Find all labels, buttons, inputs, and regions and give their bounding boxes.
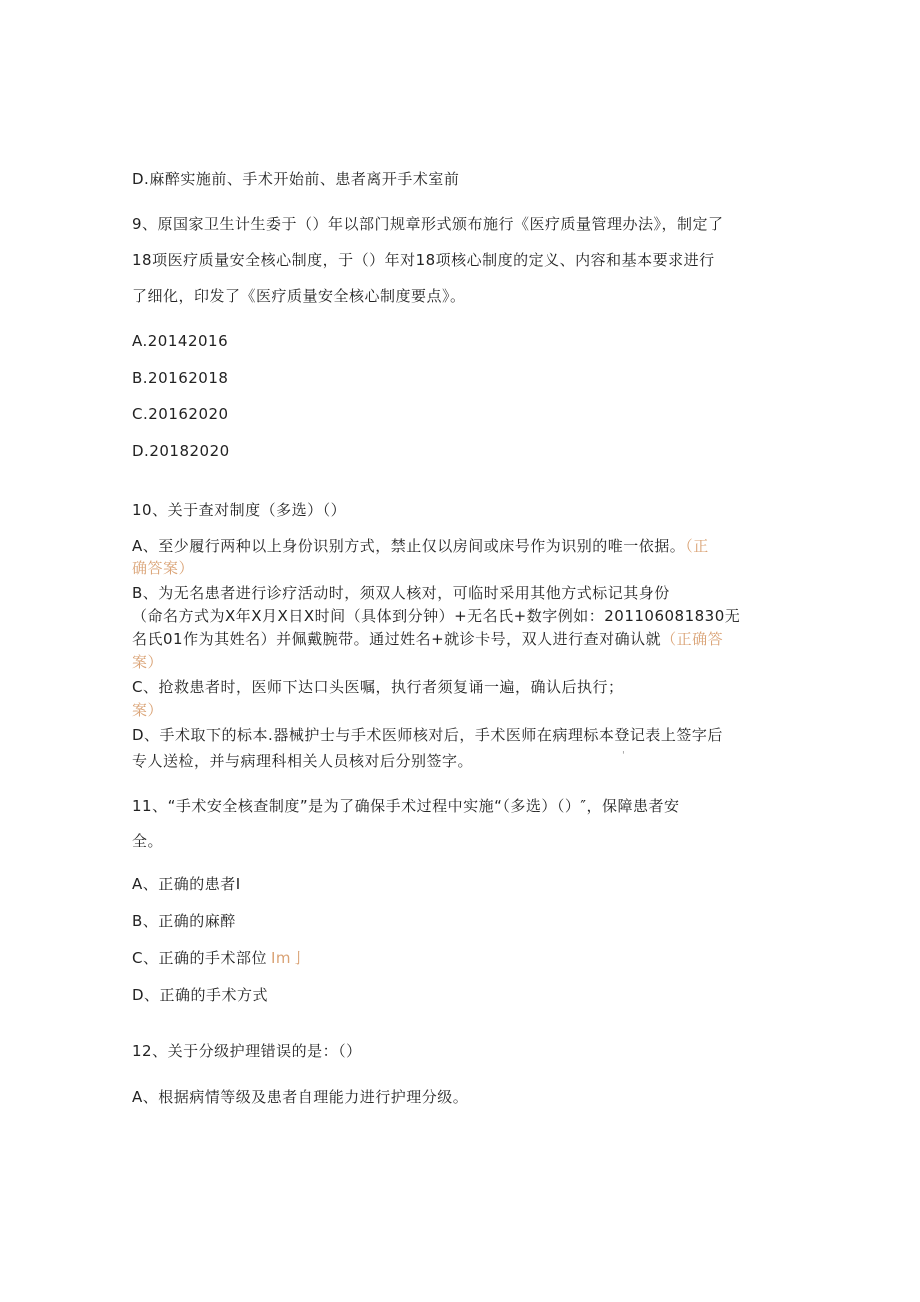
q10-option-b-text: 名氏01作为其姓名）并佩戴腕带。通过姓名+就诊卡号，双人进行查对确认就 (132, 630, 662, 648)
stray-mark: ' (622, 750, 625, 761)
q11-option-b: B、正确的麻醉 (132, 912, 236, 930)
q9-option-a: A.20142016 (132, 332, 229, 350)
q11-option-d: D、正确的手术方式 (132, 986, 269, 1004)
q10-option-a-text: A、至少履行两种以上身份识别方式，禁止仅以房间或床号作为识别的唯一依据。 (132, 537, 686, 555)
q10-option-b-answer-part1: （正确答 (661, 630, 724, 648)
q10-option-b-answer-part2: 案） (132, 653, 164, 671)
q11-option-a: A、正确的患者I (132, 875, 241, 893)
q10-option-b-line1: B、为无名患者进行诊疗活动时，须双人核对，可临时采用其他方式标记其身份 (132, 584, 670, 602)
q11-option-c-mark: Im亅 (270, 949, 307, 967)
q9-stem-line1: 9、原国家卫生计生委于（）年以部门规章形式颁布施行《医疗质量管理办法》，制定了 (132, 215, 724, 233)
q12-stem: 12、关于分级护理错误的是：（） (132, 1042, 362, 1060)
q11-stem-line2: 全。 (132, 832, 164, 850)
q10-option-c-answer-part2: 案） (132, 701, 164, 719)
q10-option-a-answer-part1: （正 (685, 537, 709, 555)
q10-option-c-line1: C、抢救患者时，医师下达口头医嘱，执行者须复诵一遍，确认后执行； (132, 678, 624, 696)
q9-stem-line2: 18项医疗质量安全核心制度，于（）年对18项核心制度的定义、内容和基本要求进行 (132, 251, 715, 269)
q11-stem-line1: 11、“手术安全核查制度”是为了确保手术过程中实施“（多选）（）″，保障患者安 (132, 797, 680, 815)
q10-option-b-line3 (132, 628, 723, 650)
q11-option-c (132, 947, 307, 969)
q10-option-a-line1 (132, 535, 709, 557)
q10-option-d-line2: 专人送检，并与病理科相关人员核对后分别签字。 (132, 752, 474, 770)
q10-option-b-line2: （命名方式为X年X月X日X时间（具体到分钟）+无名氏+数字例如：201106081830无 (132, 607, 741, 625)
q11-option-c-text: C、正确的手术部位 (132, 949, 267, 967)
q10-stem: 10、关于查对制度（多选）（） (132, 501, 347, 519)
q9-stem-line3: 了细化，印发了《医疗质量安全核心制度要点》。 (132, 287, 466, 305)
q12-option-a: A、根据病情等级及患者自理能力进行护理分级。 (132, 1088, 469, 1106)
q9-option-c: C.20162020 (132, 405, 229, 423)
q10-option-d-line1: D、手术取下的标本.器械护士与手术医师核对后，手术医师在病理标本登记表上签字后 (132, 726, 723, 744)
q10-option-a-answer-part2: 确答案） (132, 559, 195, 577)
q9-option-d: D.20182020 (132, 442, 230, 460)
q8-option-d: D.麻醉实施前、手术开始前、患者离开手术室前 (132, 170, 460, 188)
q9-option-b: B.20162018 (132, 369, 229, 387)
